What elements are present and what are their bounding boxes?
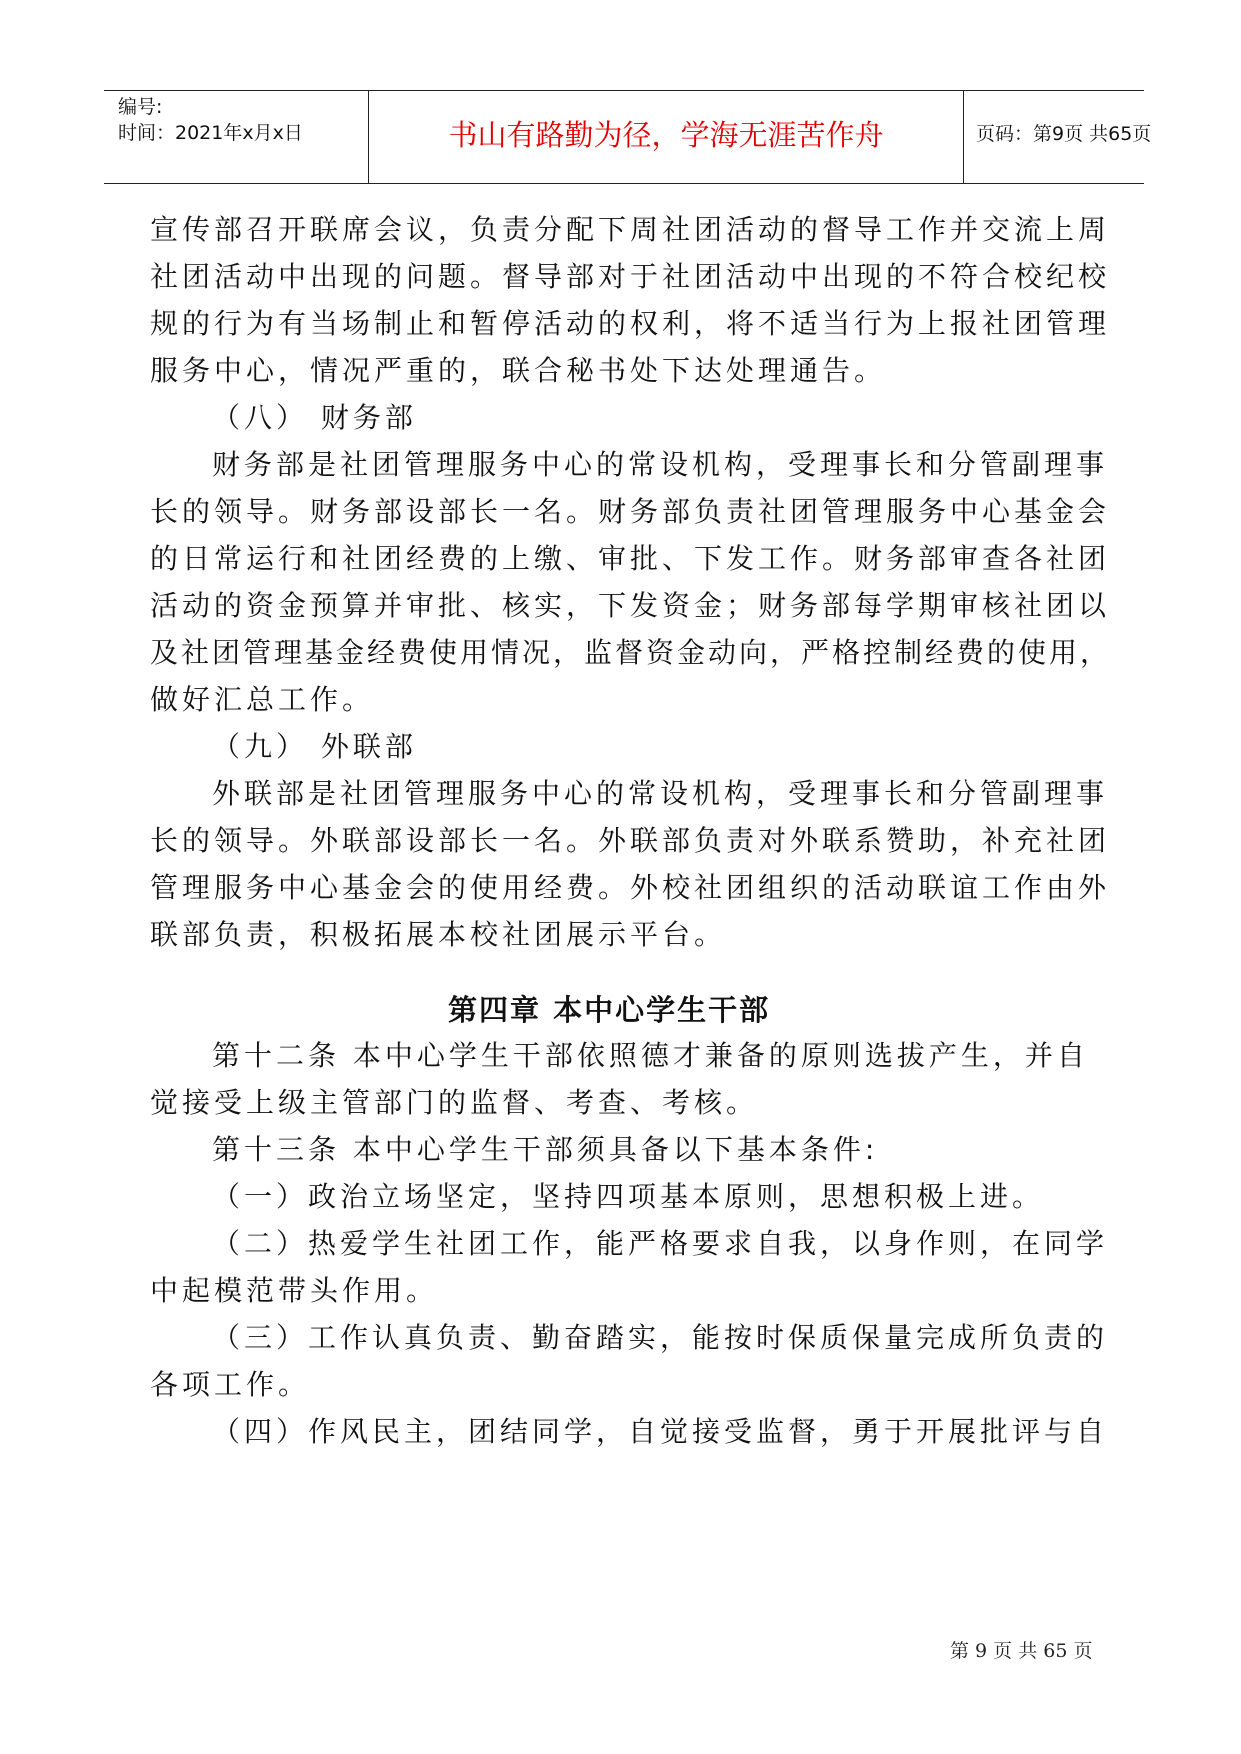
header-page-number: 页码：第9页 共65页 xyxy=(976,123,1152,145)
body-line: 长的领导。财务部设部长一名。财务部负责社团管理服务中心基金会 xyxy=(150,495,1111,528)
list-item: （三）工作认真负责、勤奋踏实，能按时保质保量完成所负责的 xyxy=(212,1321,1109,1354)
body-line: 管理服务中心基金会的使用经费。外校社团组织的活动联谊工作由外 xyxy=(150,871,1111,904)
document-time-label: 时间：2021年x月x日 xyxy=(118,122,303,144)
body-line: 规的行为有当场制止和暂停活动的权利，将不适当行为上报社团管理 xyxy=(150,307,1111,340)
list-item: （四）作风民主，团结同学，自觉接受监督，勇于开展批评与自 xyxy=(212,1415,1109,1448)
body-line: 社团活动中出现的问题。督导部对于社团活动中出现的不符合校纪校 xyxy=(150,260,1111,293)
header-motto: 书山有路勤为径，学海无涯苦作舟 xyxy=(448,118,884,152)
list-item: （一）政治立场坚定，坚持四项基本原则，思想积极上进。 xyxy=(212,1180,1045,1213)
list-item: （二）热爱学生社团工作，能严格要求自我，以身作则，在同学 xyxy=(212,1227,1109,1260)
body-line: 各项工作。 xyxy=(150,1368,311,1401)
body-line: 服务中心，情况严重的，联合秘书处下达处理通告。 xyxy=(150,354,887,387)
body-line: 外联部是社团管理服务中心的常设机构，受理事长和分管副理事 xyxy=(212,777,1109,810)
section-heading: （九） 外联部 xyxy=(212,730,417,763)
body-line: 联部负责，积极拓展本校社团展示平台。 xyxy=(150,918,727,951)
page-header xyxy=(104,90,1152,184)
header-page-cell xyxy=(964,91,1152,183)
header-info-cell xyxy=(104,91,369,183)
body-line: 活动的资金预算并审批、核实，下发资金；财务部每学期审核社团以 xyxy=(150,589,1111,622)
article-line: 第十三条 本中心学生干部须具备以下基本条件: xyxy=(212,1133,879,1166)
body-line: 做好汇总工作。 xyxy=(150,683,375,716)
header-motto-cell xyxy=(369,91,964,183)
page-footer: 第 9 页 共 65 页 xyxy=(950,1640,1093,1662)
article-line: 第十二条 本中心学生干部依照德才兼备的原则选拔产生，并自 xyxy=(212,1039,1089,1072)
body-line: 中起模范带头作用。 xyxy=(150,1274,439,1307)
body-line: 的日常运行和社团经费的上缴、审批、下发工作。财务部审查各社团 xyxy=(150,542,1111,575)
document-number-label: 编号: xyxy=(118,96,163,118)
chapter-title: 第四章 本中心学生干部 xyxy=(448,993,771,1027)
section-heading: （八） 财务部 xyxy=(212,401,417,434)
body-line: 宣传部召开联席会议，负责分配下周社团活动的督导工作并交流上周 xyxy=(150,213,1111,246)
body-line: 长的领导。外联部设部长一名。外联部负责对外联系赞助，补充社团 xyxy=(150,824,1111,857)
body-line: 及社团管理基金经费使用情况，监督资金动向，严格控制经费的使用， xyxy=(150,636,1112,669)
body-line: 觉接受上级主管部门的监督、考查、考核。 xyxy=(150,1086,759,1119)
body-line: 财务部是社团管理服务中心的常设机构，受理事长和分管副理事 xyxy=(212,448,1109,481)
